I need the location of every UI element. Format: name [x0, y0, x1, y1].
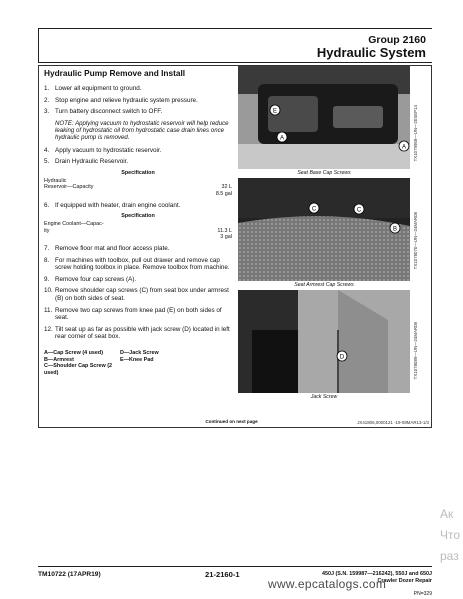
spec2-value2: 3 gal: [220, 234, 232, 241]
footer-pn: PN=329: [413, 591, 432, 597]
step-10: 10. Remove shoulder cap screws (C) from seat box under armrest (B) on both sides of seat.: [44, 287, 229, 303]
figure-code-1: TX1079958—UN—20SEP14: [413, 105, 418, 162]
spec1-row2: Reservoir—Capacity 32 L: [44, 184, 232, 191]
overlay-text-2: Что: [440, 528, 461, 542]
step-11: 11. Remove two cap screws from knee pad (E) on both sides of seat.: [44, 306, 222, 322]
footer-page-number: 21-2160-1: [205, 570, 240, 579]
svg-text:E: E: [272, 108, 278, 115]
section-title: Hydraulic System: [316, 45, 426, 60]
legend-e: E—Knee Pad: [120, 356, 154, 363]
page-header: [38, 32, 432, 62]
step-3: 3. Turn battery disconnect switch to OFF.: [44, 108, 163, 116]
caption-seat-base: Seat Base Cap Screws: [297, 170, 351, 176]
legend-c: C—Shoulder Cap Screw (2 used): [44, 363, 112, 376]
footer-rule: [38, 566, 432, 567]
photo-seat-armrest: [238, 178, 410, 281]
figure-code-2: TX1078070—UN—24MAR08: [413, 212, 418, 270]
note: NOTE: Applying vacuum to hydrostatic reservoir will help reduce leaking of hydrostatic oil from hydrostatic case drain lines once hydraulic pump is removed.: [55, 119, 229, 142]
legend-empty: [120, 363, 196, 376]
photo-jack-screw: [238, 290, 410, 393]
legend-a: A—Cap Screw (4 used): [44, 350, 104, 357]
step-2: 2. Stop engine and relieve hydraulic system pressure.: [44, 96, 198, 104]
continued-note: Continued on next page: [205, 419, 258, 424]
caption-seat-armrest: Seat Armrest Cap Screws: [294, 282, 354, 288]
svg-text:A: A: [401, 144, 407, 151]
step-9: 9. Remove four cap screws (A).: [44, 275, 137, 283]
photo-seat-base: [238, 66, 410, 169]
footer-model-line1: 450J (S.N. 159987—216242), 550J and 650J: [322, 571, 432, 577]
spec1-row1: Hydraulic: [44, 177, 67, 184]
reference-code: JX41806,0000121 -19-08MAR13-1/3: [357, 420, 429, 425]
step-7: 7. Remove floor mat and floor access plate.: [44, 245, 170, 253]
spec2-row2: ity 11.3 L: [44, 227, 232, 234]
svg-text:C: C: [311, 206, 317, 213]
spec1-value2: 8.5 gal: [215, 190, 232, 197]
legend: [44, 350, 232, 376]
spec-heading-2: Specification: [121, 213, 155, 220]
step-1: 1. Lower all equipment to ground.: [44, 85, 142, 92]
spec2-row1: Engine Coolant—Capac-: [44, 221, 104, 228]
caption-jack-screw: Jack Screw: [310, 394, 338, 400]
svg-text:D: D: [339, 354, 345, 361]
seat-base-image: [238, 66, 410, 169]
seat-armrest-image: [238, 178, 410, 281]
spec-heading: Specification: [121, 169, 155, 176]
step-6: 6. If equipped with heater, drain engine coolant.: [44, 201, 181, 209]
procedure-column: [44, 68, 232, 376]
step-5: 5. Drain Hydraulic Reservoir.: [44, 158, 129, 166]
group-label: Group 2160: [368, 34, 426, 46]
watermark: www.epcatalogs.com: [268, 577, 387, 591]
procedure-title: Hydraulic Pump Remove and Install: [44, 68, 186, 78]
jack-screw-image: [238, 290, 410, 393]
figure-code-3: TX1078089—UN—24MAR08: [413, 322, 418, 380]
header-rule-top: [38, 28, 432, 29]
header-rule-bottom: [38, 62, 432, 63]
overlay-text-1: Ак: [440, 507, 454, 521]
svg-text:B: B: [392, 226, 398, 233]
svg-text:C: C: [356, 207, 362, 214]
step-4: 4. Apply vacuum to hydrostatic reservoir.: [44, 146, 162, 154]
step-12: 12. Tilt seat up as far as possible with jack screw (D) located in left rear corner of seat box.: [44, 325, 230, 341]
footer-model-line2: Crawler Dozer Repair: [377, 578, 432, 584]
legend-d: D—Jack Screw: [120, 350, 159, 357]
footer-manual-id: TM10722 (17APR19): [38, 571, 101, 578]
legend-b: B—Armrest: [44, 356, 74, 363]
svg-text:A: A: [279, 135, 285, 142]
overlay-text-3: раз: [440, 549, 459, 563]
step-8: 8. For machines with toolbox, pull out drawer and remove cap screw holding toolbox in place. Remove toolbox from machine.: [44, 256, 230, 272]
